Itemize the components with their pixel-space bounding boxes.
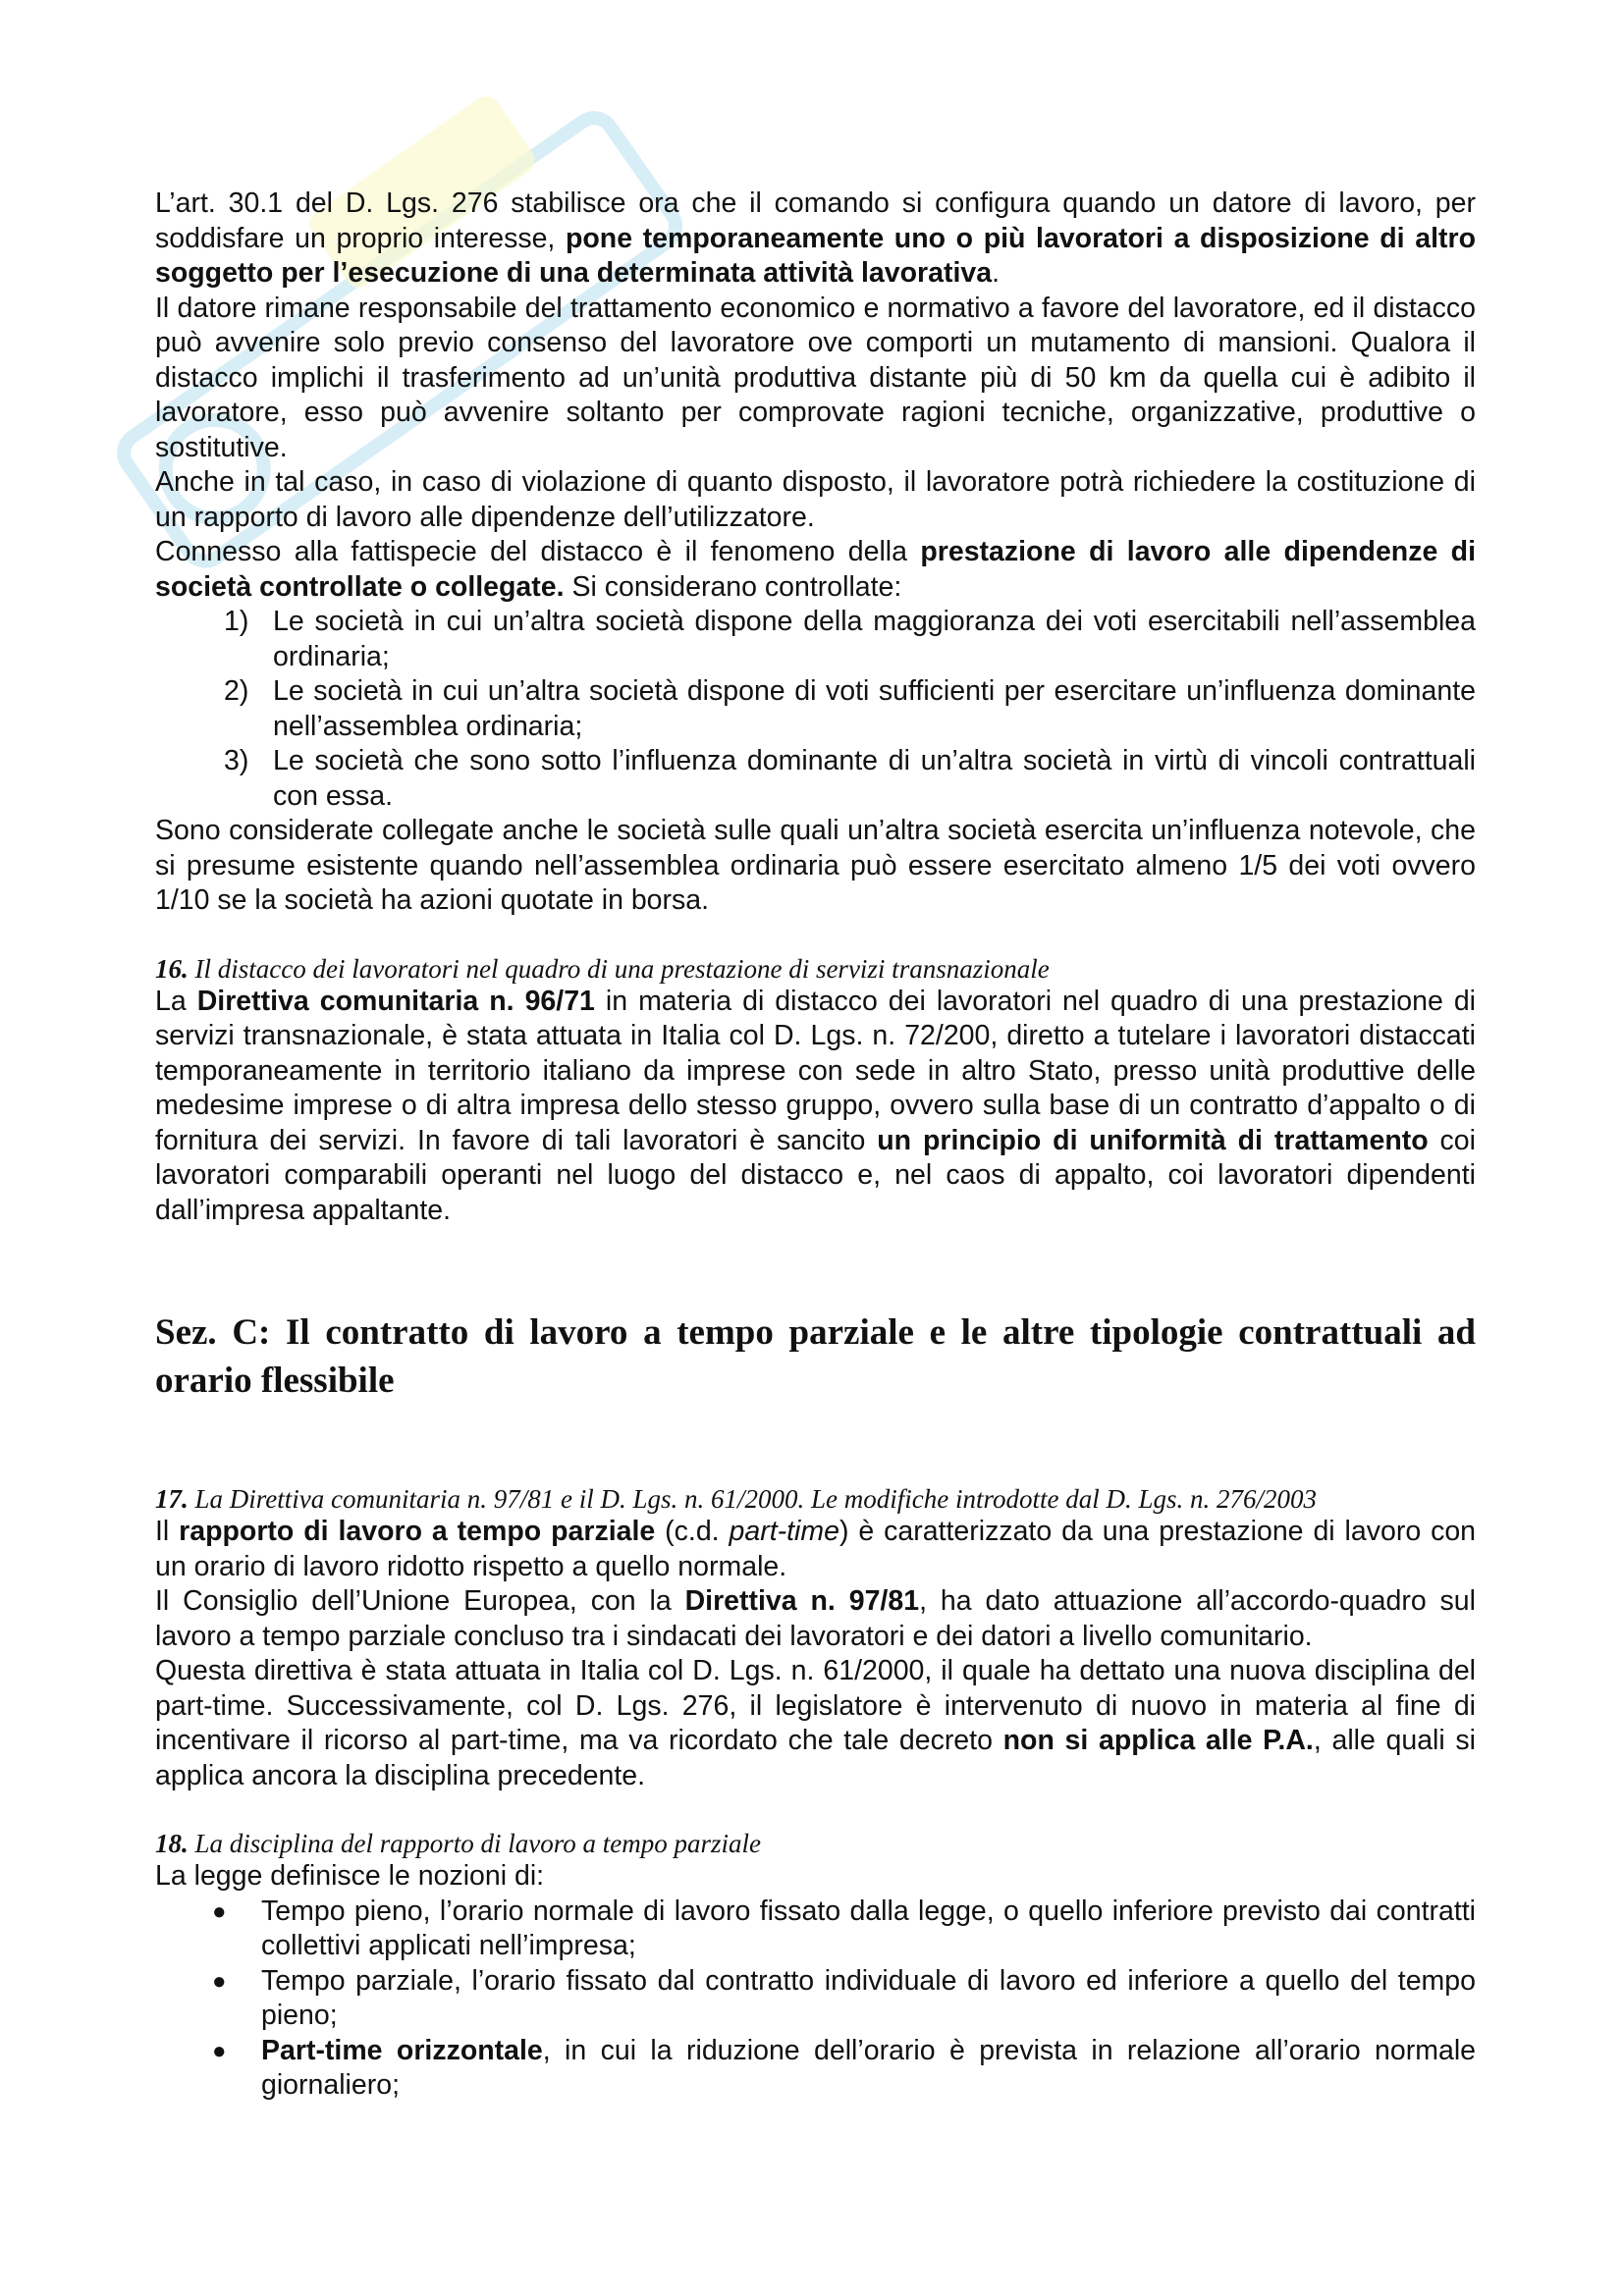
text-run: in materia di distacco dei lavoratori nel quadro di una prestazione di servizi transnazionale, è stata attuata in Italia col D. Lgs. n. 72/200, diretto a tutelare i lavoratori distaccati temporaneamente in territorio italiano da imprese con sede in altro Stato, presso unità produttive delle medesime imprese o di altra impresa dello stesso gruppo, ovvero sulla base di un contratto d’appalto o di fornitura dei servizi. In favore di tali lavoratori è sancito (155, 985, 1477, 1156)
bullet-icon: ● (212, 1897, 227, 1925)
list-item-text: Le società in cui un’altra società dispone della maggioranza dei voti esercitabili nell’assemblea ordinaria; (273, 606, 1476, 672)
paragraph-intro-nozioni: La legge definisce le nozioni di: (155, 1860, 545, 1892)
paragraph-violazione: Anche in tal caso, in caso di violazione di quanto disposto, il lavoratore potrà richiedere la costituzione di un rapporto di lavoro alle dipendenze dell’utilizzatore. (155, 466, 1476, 533)
bold-run: pone temporaneamente uno o più lavoratori a disposizione di altro soggetto per l’esecuzione di una determinata attività lavorativa (155, 222, 1476, 289)
text-run: , ha dato attuazione all’accordo-quadro sul lavoro a tempo parziale concluso tra i sindacati dei lavoratori e dei datori a livello comunitario. (155, 1585, 1476, 1652)
list-item (155, 605, 1476, 674)
bold-run: rapporto di lavoro a tempo parziale (179, 1516, 656, 1547)
bold-run: un principio di uniformità di trattamento (877, 1124, 1429, 1156)
text-run: ) è caratterizzato da una prestazione di lavoro con un orario di lavoro ridotto rispetto a quello normale. (155, 1516, 1477, 1582)
paragraph-part-time-def (155, 1515, 1476, 1584)
list-item-text: Tempo parziale, l’orario fissato dal contratto individuale di lavoro ed inferiore a quello del tempo pieno; (261, 1964, 1476, 2031)
paragraph-consiglio-ue (155, 1584, 1476, 1654)
text-run: (c.d. (655, 1516, 730, 1547)
text-run: La (155, 985, 197, 1017)
list-item (155, 674, 1476, 744)
list-marker: 3) (224, 745, 249, 776)
text-run: Il (155, 1516, 180, 1547)
section-heading-sez-c: Sez. C: Il contratto di lavoro a tempo parziale e le altre tipologie contrattuali ad orario flessibile (155, 1312, 1476, 1401)
paragraph-comando (155, 187, 1476, 292)
bold-run: Part-time orizzontale (261, 2034, 543, 2066)
list-item-text: , in cui la riduzione dell’orario è prevista in relazione all’orario normale giornaliero; (261, 2034, 1477, 2101)
section-heading-18 (155, 1828, 1476, 1859)
bold-run: prestazione di lavoro alle dipendenze di società controllate o collegate. (155, 536, 1477, 603)
bold-run: Direttiva n. 97/81 (684, 1585, 920, 1617)
list-item (155, 2034, 1476, 2104)
bold-run: Direttiva comunitaria n. 96/71 (196, 985, 595, 1017)
list-marker: 2) (224, 675, 249, 707)
text-run: . (992, 257, 1000, 289)
section-heading-17 (155, 1483, 1476, 1515)
bullet-icon: ● (212, 1967, 227, 1995)
spacer (155, 1228, 1476, 1308)
text-run: coi lavoratori comparabili operanti nel luogo del distacco e, nel caos di appalto, coi lavoratori dipendenti dall’impresa appaltante. (155, 1124, 1476, 1226)
spacer (155, 919, 1476, 953)
text-run: L’art. 30.1 del D. Lgs. 276 stabilisce ora che il comando si configura quando un datore di lavoro, per soddisfare un proprio interesse, (155, 187, 1476, 254)
text-run: Questa direttiva è stata attuata in Italia col D. Lgs. n. 61/2000, il quale ha dettato una nuova disciplina del part-time. Successivamente, col D. Lgs. 276, il legislatore è intervenuto di nuovo in materia al fine di incentivare il ricorso al part-time, ma va ricordato che tale decreto (155, 1655, 1476, 1756)
italic-run: part-time (729, 1516, 839, 1547)
list-item (155, 1964, 1476, 2034)
paragraph-attuazione (155, 1654, 1476, 1793)
text-run: , alle quali si applica ancora la disciplina precedente. (155, 1725, 1476, 1791)
paragraph-direttiva-96-71 (155, 985, 1476, 1229)
document-page (155, 187, 1476, 2104)
text-run: Connesso alla fattispecie del distacco è il fenomeno della (155, 536, 921, 567)
bullet-icon: ● (212, 2037, 227, 2064)
section-heading-16 (155, 953, 1476, 985)
numbered-list-controllate (155, 605, 1476, 814)
text-run: Si considerano controllate: (564, 570, 902, 603)
spacer (155, 1405, 1476, 1483)
spacer (155, 1793, 1476, 1828)
section-title: La disciplina del rapporto di lavoro a tempo parziale (188, 1829, 761, 1858)
paragraph-datore: Il datore rimane responsabile del trattamento economico e normativo a favore del lavoratore, ed il distacco può avvenire solo previo consenso del lavoratore ove comporti un mutamento di mansioni. Qualora il distacco implichi il trasferimento ad un’unità produttiva distante più di 50 km da quella cui è adibito il lavoratore, esso può avvenire soltanto per comprovate ragioni tecniche, organizzative, produttive o sostitutive. (155, 292, 1476, 463)
list-marker: 1) (224, 606, 249, 637)
list-item-text: Le società che sono sotto l’influenza dominante di un’altra società in virtù di vincoli contrattuali con essa. (273, 745, 1476, 812)
text-run: Il Consiglio dell’Unione Europea, con la (155, 1585, 685, 1617)
section-title: Il distacco dei lavoratori nel quadro di una prestazione di servizi transnazionale (188, 953, 1050, 984)
section-title: La Direttiva comunitaria n. 97/81 e il D. Lgs. n. 61/2000. Le modifiche introdotte dal D. Lgs. n. 276/2003 (188, 1484, 1317, 1514)
paragraph-collegate: Sono considerate collegate anche le società sulle quali un’altra società esercita un’influenza notevole, che si presume esistente quando nell’assemblea ordinaria può essere esercitato almeno 1/5 dei voti ovvero 1/10 se la società ha azioni quotate in borsa. (155, 815, 1476, 916)
bullet-list-nozioni (155, 1895, 1476, 2104)
list-item-text: Le società in cui un’altra società dispone di voti sufficienti per esercitare un’influenza dominante nell’assemblea ordinaria; (273, 675, 1476, 742)
section-number: 16. (155, 953, 189, 984)
paragraph-connesso (155, 535, 1476, 605)
list-item (155, 744, 1476, 814)
list-item-text: Tempo pieno, l’orario normale di lavoro fissato dalla legge, o quello inferiore previsto dai contratti collettivi applicati nell’impresa; (261, 1895, 1476, 1961)
section-number: 18. (155, 1829, 189, 1858)
section-number: 17. (155, 1484, 189, 1514)
bold-run: non si applica alle P.A. (1002, 1725, 1314, 1756)
list-item (155, 1895, 1476, 1964)
